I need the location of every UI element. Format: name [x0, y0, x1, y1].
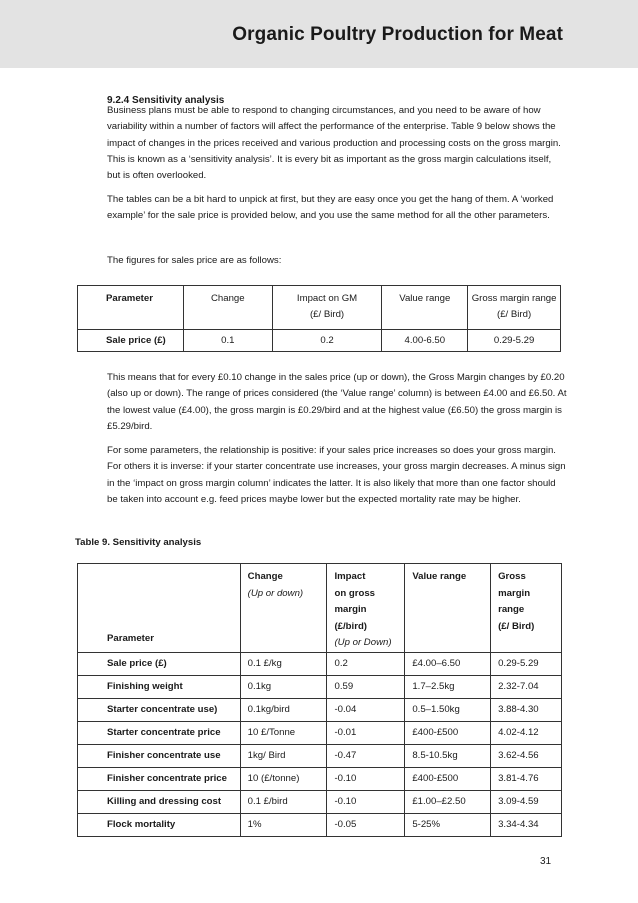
header-impact-line2: (£/ Bird): [309, 309, 345, 320]
cell-change: 0.1kg: [240, 675, 327, 698]
cell-value-range: 1.7–2.5kg: [405, 675, 491, 698]
cell-value-range: 5-25%: [405, 813, 491, 836]
cell-parameter: Finishing weight: [78, 675, 241, 698]
cell-value-range: 0.5–1.50kg: [405, 698, 491, 721]
cell-impact: 0.2: [327, 652, 405, 675]
page-title: Organic Poultry Production for Meat: [232, 24, 563, 45]
table-row: [78, 744, 562, 767]
cell-gm-range: 3.34-4.34: [491, 813, 562, 836]
cell-parameter: Finisher concentrate price: [78, 767, 241, 790]
cell-gm-range: 0.29-5.29: [468, 330, 561, 352]
paragraph-sales-price-lead: The figures for sales price are as follows:: [107, 255, 282, 266]
cell-value-range: £1.00–£2.50: [405, 790, 491, 813]
table-row: [78, 652, 562, 675]
section-heading: 9.2.4 Sensitivity analysis: [107, 95, 225, 106]
cell-change: 0.1kg/bird: [240, 698, 327, 721]
example-table: [77, 285, 561, 352]
header-parameter: Parameter: [78, 564, 241, 653]
cell-impact: -0.05: [327, 813, 405, 836]
cell-value-range: £4.00–6.50: [405, 652, 491, 675]
cell-parameter: Sale price (£): [78, 330, 184, 352]
sensitivity-table: [77, 563, 562, 837]
paragraph-tables-hint: The tables can be a bit hard to unpick at first, but they are easy once you get the hang of them. A ‘worked example’ for the sale price is provided below, and you use the same method for all the other parameters.: [107, 194, 554, 222]
paragraph-intro: Business plans must be able to respond to changing circumstances, and you need to be aware of how variability within a number of factors will affect the performance of the enterprise. Table 9 below shows the impact of changes in the prices received and various production and processing costs on the gross margin. This is known as a ‘sensitivity analysis’. It is every bit as important as the gross margin calculations itself, but is often overlooked.: [107, 105, 561, 182]
table-row: [78, 813, 562, 836]
cell-change: 0.1: [183, 330, 272, 352]
cell-value-range: £400-£500: [405, 721, 491, 744]
cell-parameter: Sale price (£): [78, 652, 241, 675]
header-impact-line2: on gross: [334, 587, 375, 599]
cell-value-range: £400-£500: [405, 767, 491, 790]
cell-gm-range: 3.09-4.59: [491, 790, 562, 813]
header-gm-range: [468, 286, 561, 330]
header-impact-sub: (Up or Down): [334, 637, 392, 648]
header-value-range: Value range: [382, 286, 468, 330]
table-row: [78, 330, 561, 352]
cell-change: 0.1 £/kg: [240, 652, 327, 675]
cell-parameter: Killing and dressing cost: [78, 790, 241, 813]
cell-gm-range: 4.02-4.12: [491, 721, 562, 744]
header-change-label: Change: [247, 571, 283, 582]
header-change: Change: [183, 286, 272, 330]
header-change-sub: (Up or down): [247, 587, 304, 599]
cell-impact: -0.01: [327, 721, 405, 744]
header-impact: [272, 286, 382, 330]
header-impact-line3: margin: [334, 604, 367, 615]
table-caption: Table 9. Sensitivity analysis: [75, 537, 202, 548]
cell-parameter: Starter concentrate use): [78, 698, 241, 721]
sensitivity-table-header-row: [78, 564, 562, 653]
cell-gm-range: 2.32-7.04: [491, 675, 562, 698]
cell-change: 1%: [240, 813, 327, 836]
cell-impact: -0.10: [327, 790, 405, 813]
table-row: [78, 790, 562, 813]
cell-change: 10 £/Tonne: [240, 721, 327, 744]
cell-change: 10 (£/tonne): [240, 767, 327, 790]
header-impact-line4: (£/bird): [334, 620, 367, 632]
cell-impact: 0.59: [327, 675, 405, 698]
cell-gm-range: 0.29-5.29: [491, 652, 562, 675]
header-gm-line3: range: [498, 604, 525, 615]
header-gm-line2: margin: [498, 587, 531, 599]
header-value-range: Value range: [405, 564, 491, 653]
header-gm-range-line1: Gross margin range: [471, 293, 557, 304]
cell-change: 1kg/ Bird: [240, 744, 327, 767]
paragraph-explanation: This means that for every £0.10 change in the sales price (up or down), the Gross Margin changes by £0.20 (also up or down). The range of prices considered (the ‘Value range’ column) is between £4.00 and £6.50. At the lowest value (£4.00), the gross margin is £0.29/bird and at the highest value (£6.50) the gross margin is £5.29/bird.: [107, 372, 567, 432]
paragraph-relationship: For some parameters, the relationship is positive: if your sales price increases so does your gross margin. For others it is inverse: if your starter concentrate use increases, your gross margin decreases. A minus sign in the ‘impact on gross margin column’ indicates the latter. It is also likely that more than one factor should be taken into account e.g. feed prices maybe lower but the expected mortality rate may be higher.: [107, 445, 566, 505]
cell-impact: 0.2: [272, 330, 382, 352]
cell-gm-range: 3.88-4.30: [491, 698, 562, 721]
cell-impact: -0.04: [327, 698, 405, 721]
header-gm-range: [491, 564, 562, 653]
table-row: [78, 721, 562, 744]
header-gm-line4: (£/ Bird): [498, 620, 535, 632]
cell-impact: -0.10: [327, 767, 405, 790]
cell-value-range: 8.5-10.5kg: [405, 744, 491, 767]
header-change: [240, 564, 327, 653]
header-band: [0, 0, 638, 68]
table-row: [78, 698, 562, 721]
cell-parameter: Starter concentrate price: [78, 721, 241, 744]
example-table-header-row: [78, 286, 561, 330]
header-parameter: Parameter: [78, 286, 184, 330]
header-gm-line1: Gross: [498, 571, 526, 582]
cell-parameter: Flock mortality: [78, 813, 241, 836]
header-impact-line1: Impact: [334, 571, 366, 582]
header-impact-line1: Impact on GM: [296, 293, 358, 304]
cell-gm-range: 3.81-4.76: [491, 767, 562, 790]
header-gm-range-line2: (£/ Bird): [497, 309, 532, 320]
table-row: [78, 675, 562, 698]
cell-impact: -0.47: [327, 744, 405, 767]
table-row: [78, 767, 562, 790]
cell-parameter: Finisher concentrate use: [78, 744, 241, 767]
page-number: 31: [540, 856, 552, 867]
header-impact: [327, 564, 405, 653]
cell-gm-range: 3.62-4.56: [491, 744, 562, 767]
cell-value-range: 4.00-6.50: [382, 330, 468, 352]
sensitivity-table-body: [78, 652, 562, 836]
cell-change: 0.1 £/bird: [240, 790, 327, 813]
